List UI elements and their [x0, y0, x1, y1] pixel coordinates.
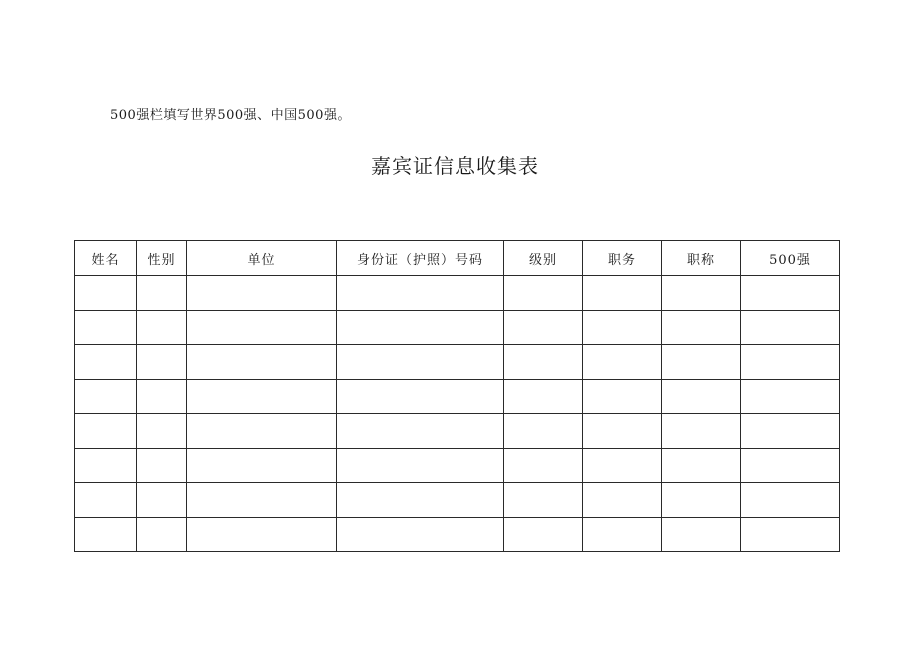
cell-level[interactable]: [504, 483, 583, 518]
cell-top500[interactable]: [741, 414, 840, 449]
cell-organization[interactable]: [187, 345, 337, 380]
cell-organization[interactable]: [187, 310, 337, 345]
table-row: [75, 448, 840, 483]
cell-organization[interactable]: [187, 414, 337, 449]
cell-position[interactable]: [583, 276, 662, 311]
cell-title[interactable]: [662, 276, 741, 311]
cell-organization[interactable]: [187, 276, 337, 311]
cell-top500[interactable]: [741, 517, 840, 552]
cell-position[interactable]: [583, 379, 662, 414]
cell-position[interactable]: [583, 310, 662, 345]
cell-top500[interactable]: [741, 310, 840, 345]
cell-id-number[interactable]: [337, 379, 504, 414]
cell-gender[interactable]: [137, 517, 187, 552]
cell-name[interactable]: [75, 483, 137, 518]
cell-name[interactable]: [75, 414, 137, 449]
cell-position[interactable]: [583, 414, 662, 449]
table-row: [75, 414, 840, 449]
cell-gender[interactable]: [137, 414, 187, 449]
header-name: 姓名: [75, 241, 137, 276]
cell-level[interactable]: [504, 379, 583, 414]
guest-info-table: [74, 240, 840, 552]
table-row: [75, 483, 840, 518]
cell-id-number[interactable]: [337, 414, 504, 449]
cell-position[interactable]: [583, 517, 662, 552]
cell-name[interactable]: [75, 448, 137, 483]
cell-position[interactable]: [583, 483, 662, 518]
cell-id-number[interactable]: [337, 448, 504, 483]
cell-gender[interactable]: [137, 310, 187, 345]
cell-name[interactable]: [75, 517, 137, 552]
cell-title[interactable]: [662, 310, 741, 345]
cell-organization[interactable]: [187, 379, 337, 414]
cell-level[interactable]: [504, 276, 583, 311]
header-level: 级别: [504, 241, 583, 276]
cell-organization[interactable]: [187, 448, 337, 483]
header-gender: 性别: [137, 241, 187, 276]
cell-name[interactable]: [75, 345, 137, 380]
cell-title[interactable]: [662, 448, 741, 483]
cell-position[interactable]: [583, 345, 662, 380]
cell-top500[interactable]: [741, 276, 840, 311]
cell-id-number[interactable]: [337, 517, 504, 552]
header-title: 职称: [662, 241, 741, 276]
cell-level[interactable]: [504, 517, 583, 552]
table-header-row: [75, 241, 840, 276]
cell-title[interactable]: [662, 414, 741, 449]
header-position: 职务: [583, 241, 662, 276]
cell-id-number[interactable]: [337, 310, 504, 345]
table-row: [75, 379, 840, 414]
cell-level[interactable]: [504, 345, 583, 380]
form-title: 嘉宾证信息收集表: [371, 154, 539, 178]
table-row: [75, 345, 840, 380]
cell-top500[interactable]: [741, 483, 840, 518]
cell-title[interactable]: [662, 517, 741, 552]
cell-title[interactable]: [662, 379, 741, 414]
cell-id-number[interactable]: [337, 345, 504, 380]
cell-top500[interactable]: [741, 345, 840, 380]
cell-top500[interactable]: [741, 379, 840, 414]
instruction-note: 500强栏填写世界500强、中国500强。: [110, 108, 351, 123]
table-row: [75, 276, 840, 311]
cell-top500[interactable]: [741, 448, 840, 483]
cell-gender[interactable]: [137, 345, 187, 380]
cell-gender[interactable]: [137, 379, 187, 414]
cell-gender[interactable]: [137, 448, 187, 483]
table-row: [75, 310, 840, 345]
cell-title[interactable]: [662, 483, 741, 518]
header-top500: 500强: [741, 241, 840, 276]
cell-title[interactable]: [662, 345, 741, 380]
cell-id-number[interactable]: [337, 483, 504, 518]
cell-gender[interactable]: [137, 483, 187, 518]
cell-level[interactable]: [504, 414, 583, 449]
cell-name[interactable]: [75, 310, 137, 345]
cell-organization[interactable]: [187, 517, 337, 552]
cell-gender[interactable]: [137, 276, 187, 311]
cell-id-number[interactable]: [337, 276, 504, 311]
table-row: [75, 517, 840, 552]
cell-level[interactable]: [504, 310, 583, 345]
cell-organization[interactable]: [187, 483, 337, 518]
header-organization: 单位: [187, 241, 337, 276]
cell-name[interactable]: [75, 276, 137, 311]
cell-position[interactable]: [583, 448, 662, 483]
header-id-number: 身份证（护照）号码: [337, 241, 504, 276]
cell-level[interactable]: [504, 448, 583, 483]
cell-name[interactable]: [75, 379, 137, 414]
